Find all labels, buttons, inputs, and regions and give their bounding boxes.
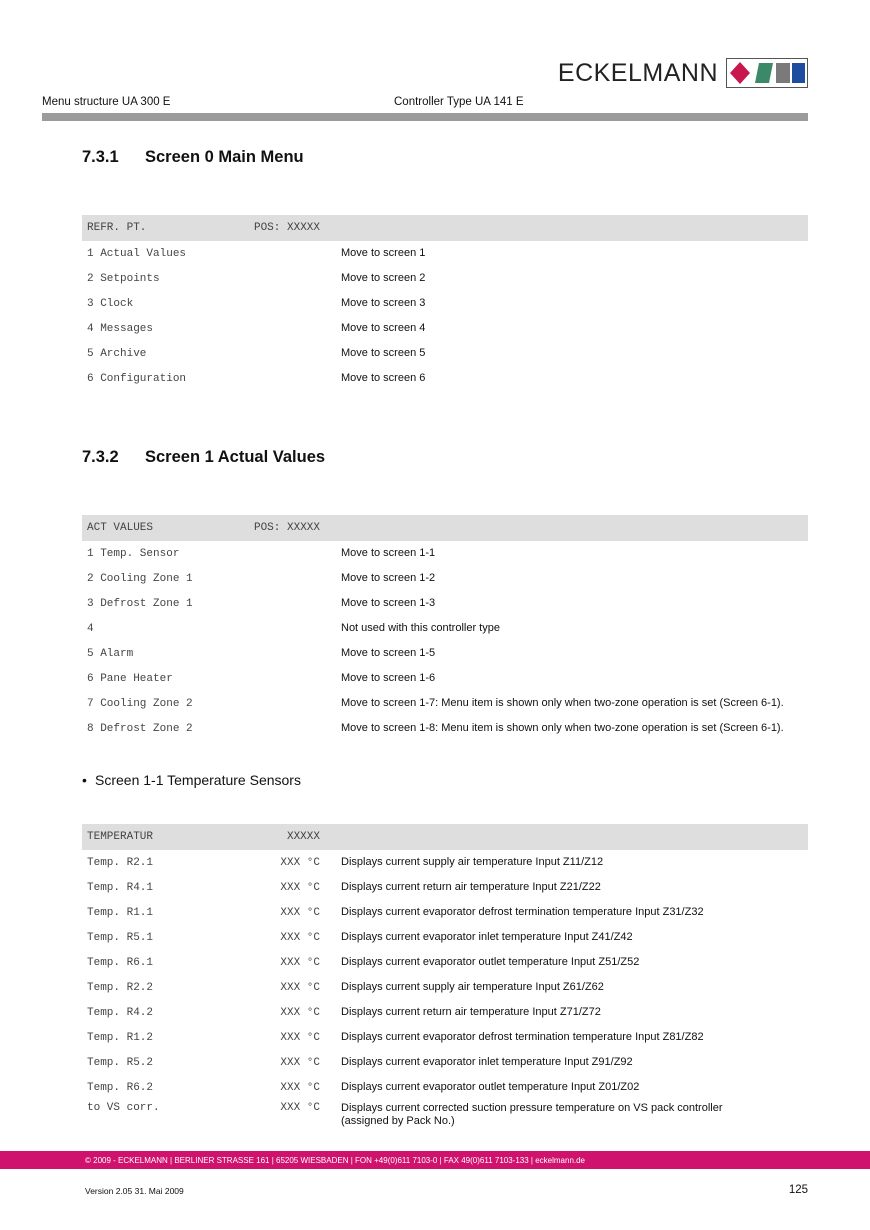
row-label: 2 Setpoints	[87, 272, 160, 285]
row-label: Temp. R5.1	[87, 931, 154, 944]
logo-text: ECKELMANN	[557, 58, 718, 87]
description-line: Displays current evaporator outlet temperature Input Z51/Z52	[341, 956, 640, 968]
row-label: 4 Messages	[87, 322, 154, 335]
row-value: XXX °C	[280, 1056, 320, 1069]
row-label: 7 Cooling Zone 2	[87, 697, 193, 710]
table-row	[82, 316, 808, 341]
document-title: Menu structure UA 300 E	[42, 96, 171, 108]
row-value: XXX °C	[280, 1031, 320, 1044]
header-cell: ACT VALUES	[87, 522, 154, 534]
description-line: Move to screen 5	[341, 347, 426, 359]
description-line: Move to screen 1-1	[341, 547, 436, 559]
temperature-sensors-table	[82, 824, 808, 1136]
row-description	[320, 881, 808, 894]
row-label: 3 Defrost Zone 1	[87, 597, 193, 610]
row-description	[320, 572, 808, 585]
row-description	[320, 597, 808, 610]
table-header	[82, 515, 808, 541]
row-label: 5 Alarm	[87, 647, 134, 660]
description-line: Move to screen 6	[341, 372, 426, 384]
description-line: Displays current evaporator defrost termination temperature Input Z81/Z82	[341, 1031, 704, 1043]
description-line: Not used with this controller type	[341, 622, 500, 634]
main-menu-table	[82, 215, 808, 391]
row-description	[320, 647, 808, 660]
table-row	[82, 341, 808, 366]
header-cell: REFR. PT.	[87, 222, 147, 234]
subsection-heading	[82, 772, 301, 788]
footer-text: © 2009 - ECKELMANN | BERLINER STRASSE 161 | 65205 WIESBADEN | FON +49(0)611 7103-0 | FAX 49(0)611 7103-133 | eckelmann.de	[85, 1155, 586, 1165]
eckelmann-logo	[558, 57, 808, 89]
footer-bar	[0, 1151, 870, 1169]
description-line: Displays current return air temperature Input Z21/Z22	[341, 881, 601, 893]
row-value: XXX °C	[280, 881, 320, 894]
table-header	[82, 824, 808, 850]
description-line: Displays current supply air temperature Input Z61/Z62	[341, 981, 604, 993]
table-row	[82, 366, 808, 391]
bullet: •	[82, 772, 87, 788]
row-description	[320, 372, 808, 385]
row-label: 4	[87, 622, 94, 635]
actual-values-table	[82, 515, 808, 741]
table-row	[82, 900, 808, 925]
row-value: XXX °C	[280, 906, 320, 919]
row-label: 3 Clock	[87, 297, 134, 310]
row-label: 8 Defrost Zone 2	[87, 722, 193, 735]
table-row	[82, 975, 808, 1000]
subsection-title: Screen 1-1 Temperature Sensors	[95, 772, 301, 788]
row-value: XXX °C	[280, 856, 320, 869]
table-row	[82, 566, 808, 591]
table-row	[82, 1075, 808, 1100]
row-description	[320, 956, 808, 969]
row-label: Temp. R1.2	[87, 1031, 154, 1044]
table-row	[82, 616, 808, 641]
table-row	[82, 716, 808, 741]
row-description	[320, 1056, 808, 1069]
description-line: Move to screen 2	[341, 272, 426, 284]
row-description	[320, 856, 808, 869]
page-number: 125	[788, 1184, 808, 1196]
row-description	[320, 931, 808, 944]
row-description	[320, 1081, 808, 1094]
description-line: Move to screen 1	[341, 247, 426, 259]
header-cell: TEMPERATUR	[87, 831, 154, 843]
table-row	[82, 925, 808, 950]
row-label: 5 Archive	[87, 347, 147, 360]
description-line: Displays current return air temperature Input Z71/Z72	[341, 1006, 601, 1018]
description-line: Displays current evaporator outlet temperature Input Z01/Z02	[341, 1081, 640, 1093]
header-cell: XXXXX	[286, 831, 320, 843]
row-description	[320, 722, 808, 735]
version-info: Version 2.05 31. Mai 2009	[85, 1186, 184, 1196]
row-label: to VS corr.	[87, 1102, 160, 1114]
row-label: Temp. R4.2	[87, 1006, 154, 1019]
row-label: Temp. R2.1	[87, 856, 154, 869]
description-line: Move to screen 4	[341, 322, 426, 334]
table-row	[82, 1000, 808, 1025]
row-description	[320, 547, 808, 560]
section-heading	[82, 448, 325, 467]
description-line: Move to screen 1-3	[341, 597, 436, 609]
row-value: XXX °C	[280, 1081, 320, 1094]
table-row	[82, 850, 808, 875]
table-row	[82, 291, 808, 316]
row-value: XXX °C	[280, 956, 320, 969]
row-label: 1 Actual Values	[87, 247, 187, 260]
table-row	[82, 591, 808, 616]
description-line: Move to screen 1-5	[341, 647, 436, 659]
row-description	[320, 1031, 808, 1044]
table-row	[82, 1050, 808, 1075]
row-value: XXX °C	[280, 931, 320, 944]
row-label: 6 Configuration	[87, 372, 187, 385]
row-description	[320, 906, 808, 919]
table-row	[82, 691, 808, 716]
row-description	[320, 322, 808, 335]
row-description	[320, 1006, 808, 1019]
section-title: Screen 0 Main Menu	[145, 148, 304, 166]
description-line: Displays current supply air temperature Input Z11/Z12	[341, 856, 604, 868]
row-description	[320, 247, 808, 260]
table-row	[82, 1025, 808, 1050]
row-description	[320, 272, 808, 285]
table-row	[82, 666, 808, 691]
logo-squares-icon	[726, 58, 808, 88]
row-label: Temp. R1.1	[87, 906, 154, 919]
description-line: Move to screen 3	[341, 297, 426, 309]
section-number: 7.3.1	[82, 148, 119, 166]
description-line: Displays current evaporator inlet temperature Input Z41/Z42	[341, 931, 633, 943]
table-row	[82, 541, 808, 566]
description-line: (assigned by Pack No.)	[341, 1115, 455, 1127]
row-label: 2 Cooling Zone 1	[87, 572, 193, 585]
section-title: Screen 1 Actual Values	[145, 448, 326, 466]
row-label: 6 Pane Heater	[87, 672, 173, 685]
description-line: Move to screen 1-2	[341, 572, 436, 584]
header-cell: POS: XXXXX	[253, 522, 320, 534]
row-description	[320, 1102, 808, 1128]
row-label: Temp. R4.1	[87, 881, 154, 894]
table-row	[82, 1100, 808, 1136]
controller-type: Controller Type UA 141 E	[394, 96, 524, 108]
row-label: 1 Temp. Sensor	[87, 547, 180, 560]
table-row	[82, 641, 808, 666]
row-description	[320, 697, 808, 710]
description-line: Displays current evaporator defrost termination temperature Input Z31/Z32	[341, 906, 704, 918]
table-row	[82, 950, 808, 975]
description-line: Move to screen 1-6	[341, 672, 436, 684]
header-divider	[42, 113, 808, 121]
row-label: Temp. R2.2	[87, 981, 154, 994]
section-heading	[82, 148, 304, 167]
row-value: XXX °C	[280, 1102, 320, 1114]
row-label: Temp. R6.2	[87, 1081, 154, 1094]
row-description	[320, 981, 808, 994]
row-description	[320, 622, 808, 635]
row-label: Temp. R6.1	[87, 956, 154, 969]
description-line: Move to screen 1-8: Menu item is shown only when two-zone operation is set (Screen 6-1).	[341, 722, 784, 734]
table-row	[82, 241, 808, 266]
row-description	[320, 297, 808, 310]
row-value: XXX °C	[280, 1006, 320, 1019]
row-value: XXX °C	[280, 981, 320, 994]
section-number: 7.3.2	[82, 448, 119, 466]
description-line: Displays current corrected suction pressure temperature on VS pack controller	[341, 1102, 723, 1114]
table-row	[82, 266, 808, 291]
description-line: Displays current evaporator inlet temperature Input Z91/Z92	[341, 1056, 633, 1068]
row-description	[320, 347, 808, 360]
row-label: Temp. R5.2	[87, 1056, 154, 1069]
row-description	[320, 672, 808, 685]
table-row	[82, 875, 808, 900]
description-line: Move to screen 1-7: Menu item is shown only when two-zone operation is set (Screen 6-1).	[341, 697, 784, 709]
table-header	[82, 215, 808, 241]
header-cell: POS: XXXXX	[253, 222, 320, 234]
